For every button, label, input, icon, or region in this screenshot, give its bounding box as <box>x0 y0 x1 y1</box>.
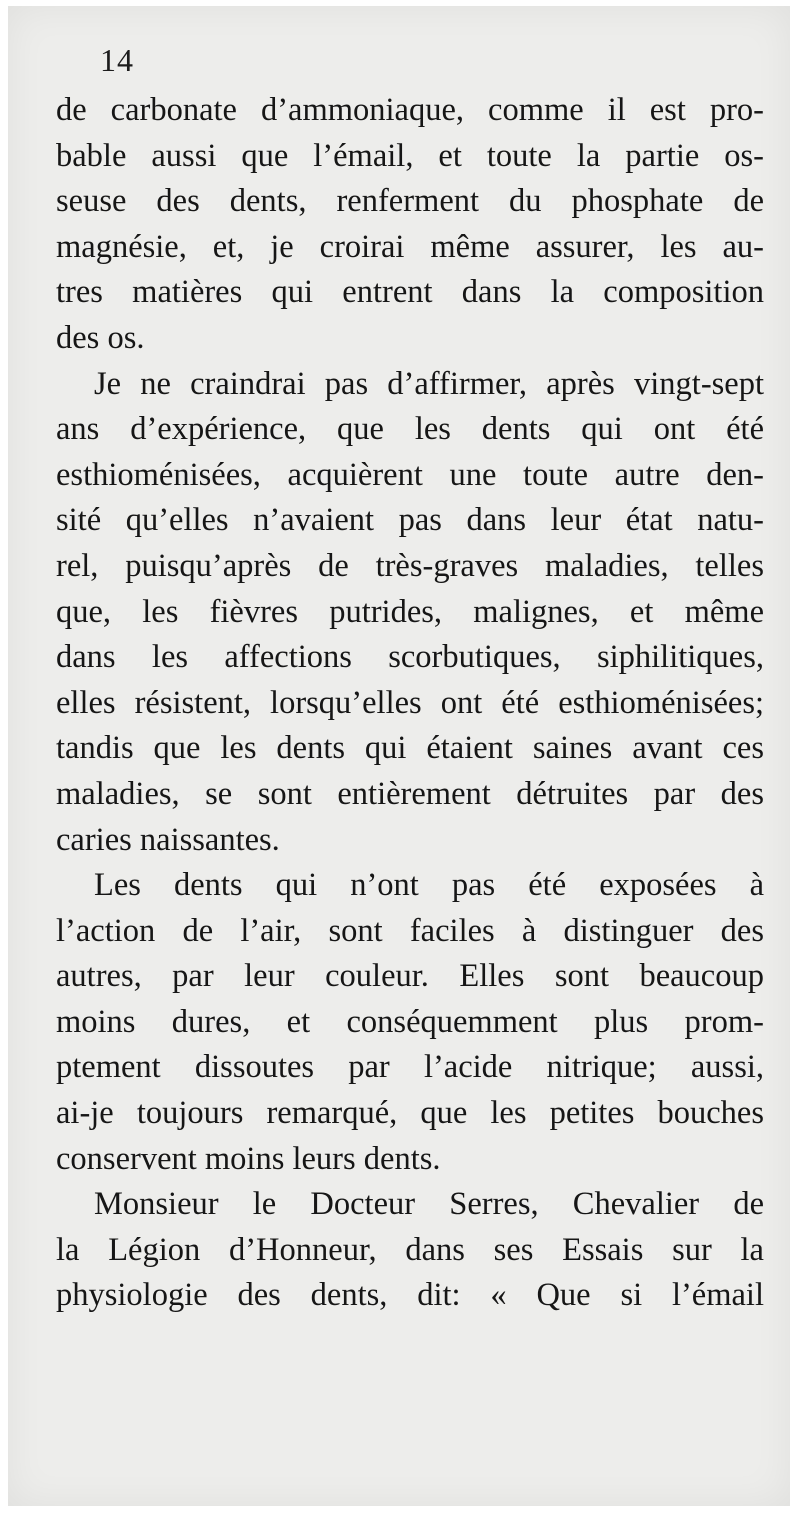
text-line: ptement dissoutes par l’acide nitrique; aussi, <box>56 1049 764 1086</box>
text-line: de carbonate d’ammoniaque, comme il est pro- <box>56 92 764 128</box>
text-line: tandis que les dents qui étaient saines avant ces <box>56 730 764 767</box>
text-line: dans les affections scorbutiques, siphilitiques, <box>56 639 764 676</box>
body-text <box>56 88 764 1319</box>
text-line: Je ne craindrai pas d’affirmer, après vingt-sept <box>94 365 764 402</box>
text-line: tres matières qui entrent dans la composition <box>56 274 764 311</box>
text-line: caries naissantes. <box>56 821 280 858</box>
text-line: la Légion d’Honneur, dans ses Essais sur la <box>56 1231 764 1268</box>
text-line: Les dents qui n’ont pas été exposées à <box>94 867 764 904</box>
page-number: 14 <box>100 42 134 78</box>
text-line: moins dures, et conséquemment plus prom- <box>56 1003 764 1040</box>
text-line: sité qu’elles n’avaient pas dans leur état natu- <box>56 502 764 539</box>
paragraph <box>56 362 764 864</box>
paragraph <box>56 88 764 362</box>
text-line: conservent moins leurs dents. <box>56 1140 441 1177</box>
text-line: physiologie des dents, dit: « Que si l’émail <box>56 1277 764 1314</box>
text-line: seuse des dents, renferment du phosphate de <box>56 183 764 220</box>
text-line: bable aussi que l’émail, et toute la partie os- <box>56 137 764 174</box>
text-line: ai-je toujours remarqué, que les petites bouches <box>56 1095 764 1132</box>
text-line: esthioménisées, acquièrent une toute autre den- <box>56 456 764 493</box>
text-line: magnésie, et, je croirai même assurer, les au- <box>56 228 764 265</box>
text-line: autres, par leur couleur. Elles sont beaucoup <box>56 958 764 995</box>
book-page <box>8 6 790 1506</box>
text-line: des os. <box>56 319 145 356</box>
paragraph <box>56 863 764 1182</box>
text-line: elles résistent, lorsqu’elles ont été esthioménisées; <box>56 684 764 721</box>
text-line: Monsieur le Docteur Serres, Chevalier de <box>94 1186 764 1223</box>
text-line: l’action de l’air, sont faciles à distinguer des <box>56 912 764 949</box>
text-line: maladies, se sont entièrement détruites par des <box>56 775 764 812</box>
text-line: que, les fièvres putrides, malignes, et même <box>56 593 764 630</box>
paragraph <box>56 1182 764 1319</box>
text-line: ans d’expérience, que les dents qui ont été <box>56 411 764 448</box>
text-line: rel, puisqu’après de très-graves maladies, telles <box>56 547 764 584</box>
